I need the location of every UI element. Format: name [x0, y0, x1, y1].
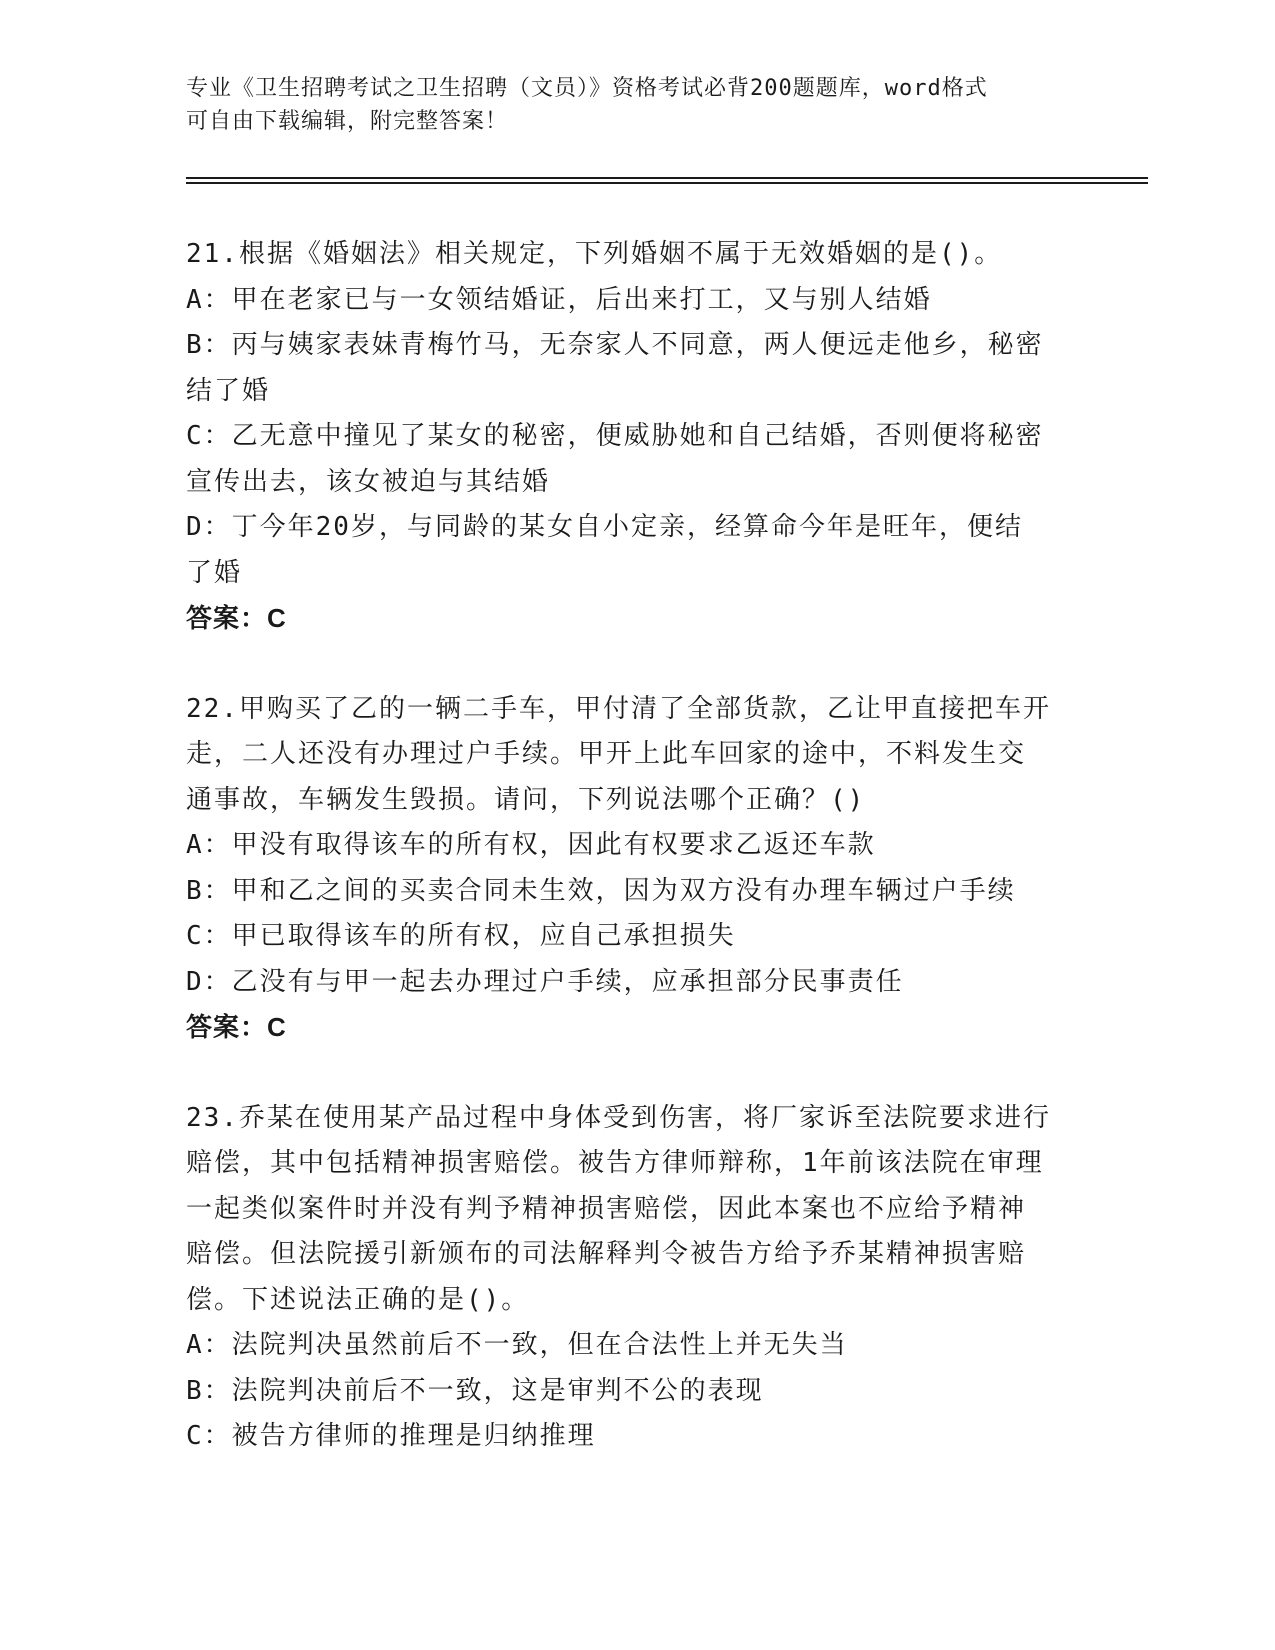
option-d: D：丁今年20岁，与同龄的某女自小定亲，经算命今年是旺年，便结: [186, 512, 1023, 542]
question-stem-line: 21.根据《婚姻法》相关规定，下列婚姻不属于无效婚姻的是()。: [186, 239, 1003, 269]
question-stem-line: 通事故，车辆发生毁损。请问，下列说法哪个正确？(): [186, 784, 866, 815]
option-b-continuation: 结了婚: [186, 375, 271, 406]
header-divider-top: [186, 177, 1148, 179]
option-c: C：甲已取得该车的所有权，应自己承担损失: [186, 921, 736, 951]
question-stem-line: 22.甲购买了乙的一辆二手车，甲付清了全部货款，乙让甲直接把车开: [186, 693, 1051, 724]
header-line-2: 可自由下载编辑，附完整答案！: [186, 109, 509, 134]
option-d: D：乙没有与甲一起去办理过户手续，应承担部分民事责任: [186, 966, 904, 997]
question-stem-line: 走，二人还没有办理过户手续。甲开上此车回家的途中，不料发生交: [186, 739, 1027, 769]
question-stem-line: 23.乔某在使用某产品过程中身体受到伤害，将厂家诉至法院要求进行: [186, 1102, 1051, 1133]
option-b: B：甲和乙之间的买卖合同未生效，因为双方没有办理车辆过户手续: [186, 875, 1016, 906]
option-a: A：甲没有取得该车的所有权，因此有权要求乙返还车款: [186, 830, 876, 860]
header-divider-bottom: [186, 182, 1148, 184]
question-stem-line: 偿。下述说法正确的是()。: [186, 1284, 530, 1315]
option-c: C：被告方律师的推理是归纳推理: [186, 1421, 596, 1451]
option-c: C：乙无意中撞见了某女的秘密，便威胁她和自己结婚，否则便将秘密: [186, 421, 1044, 451]
question-stem-line: 赔偿，其中包括精神损害赔偿。被告方律师辩称，1年前该法院在审理: [186, 1148, 1044, 1178]
question-stem-line: 一起类似案件时并没有判予精神损害赔偿，因此本案也不应给予精神: [186, 1193, 1027, 1224]
option-b: B：丙与姨家表妹青梅竹马，无奈家人不同意，两人便远走他乡，秘密: [186, 330, 1044, 360]
question-21: [186, 232, 1086, 642]
question-stem-line: 赔偿。但法院援引新颁布的司法解释判令被告方给予乔某精神损害赔: [186, 1239, 1027, 1269]
option-c-continuation: 宣传出去，该女被迫与其结婚: [186, 466, 551, 497]
question-list: [186, 232, 1086, 1505]
option-a: A：法院判决虽然前后不一致，但在合法性上并无失当: [186, 1330, 848, 1360]
document-header: [186, 72, 1066, 138]
question-23: [186, 1096, 1086, 1460]
option-d-continuation: 了婚: [186, 557, 243, 588]
answer-label: 答案：C: [186, 1012, 287, 1042]
header-line-1: 专业《卫生招聘考试之卫生招聘（文员）》资格考试必背200题题库，word格式: [186, 76, 988, 101]
question-22: [186, 687, 1086, 1051]
answer-label: 答案：C: [186, 603, 287, 633]
option-b: B：法院判决前后不一致，这是审判不公的表现: [186, 1375, 764, 1406]
option-a: A：甲在老家已与一女领结婚证，后出来打工，又与别人结婚: [186, 284, 932, 315]
